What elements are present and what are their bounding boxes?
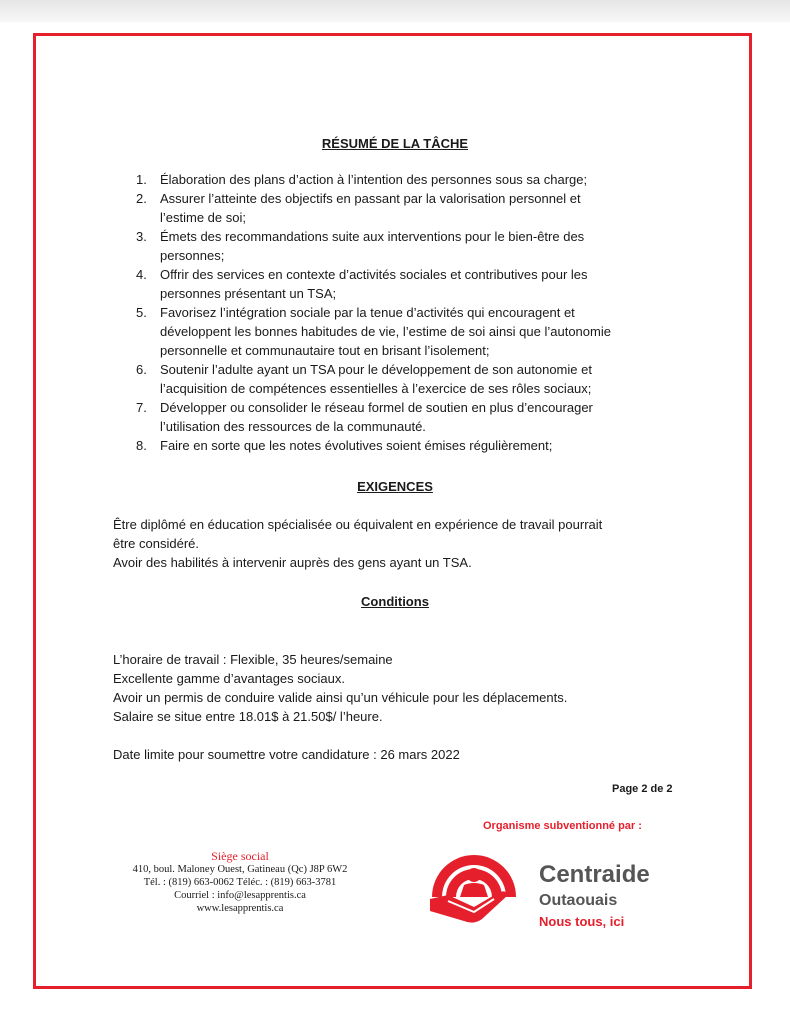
task-item: 5. Favorisez l’intégration sociale par la tenue d’activités qui encouragent et développent les bonnes habitudes de vie, l’estime de soi ainsi que l’autonomie personnelle et communautaire tout en brisant l’isolement; bbox=[136, 305, 611, 358]
task-item: 7. Développer ou consolider le réseau formel de soutien en plus d’encourager l’utilisation des ressources de la communauté. bbox=[136, 400, 593, 434]
task-item: 8. Faire en sorte que les notes évolutives soient émises régulièrement; bbox=[136, 438, 553, 453]
deadline-text: Date limite pour soumettre votre candidature : 26 mars 2022 bbox=[113, 747, 460, 762]
head-office-label: Siège social bbox=[211, 849, 269, 863]
viewer-top-bar bbox=[0, 0, 790, 22]
requirements-text: Être diplômé en éducation spécialisée ou équivalent en expérience de travail pourrait être considéré. Avoir des habilités à intervenir auprès des gens ayant un TSA. bbox=[113, 517, 603, 570]
head-office-address: Siège social 410, boul. Maloney Ouest, Gatineau (Qc) J8P 6W2 Tél. : (819) 663-0062 Téléc. : (819) 663-3781 Courriel : info@lesapprentis.ca www.lesapprentis.ca bbox=[110, 850, 370, 915]
task-item: 1. Élaboration des plans d’action à l’intention des personnes sous sa charge; bbox=[136, 172, 588, 187]
summary-heading: RÉSUMÉ DE LA TÂCHE bbox=[321, 136, 469, 151]
brand-region: Outaouais bbox=[539, 892, 618, 909]
conditions-heading: Conditions bbox=[361, 594, 429, 609]
conditions-text: L’horaire de travail : Flexible, 35 heures/semaine Excellente gamme d’avantages sociaux. Avoir un permis de conduire valide ainsi qu’un véhicule pour les déplacements. Salaire se situe entre 18.01$ à 21.50$/ l’heure. bbox=[113, 652, 568, 724]
page-number: Page 2 de 2 bbox=[612, 783, 673, 795]
brand-name: Centraide bbox=[539, 861, 650, 888]
requirements-heading: EXIGENCES bbox=[357, 479, 433, 494]
task-item: 3. Émets des recommandations suite aux interventions pour le bien-être des personnes; bbox=[136, 229, 585, 263]
brand-tagline: Nous tous, ici bbox=[539, 914, 625, 929]
task-list bbox=[118, 170, 658, 455]
subsidized-by-label: Organisme subventionné par : bbox=[483, 820, 642, 832]
task-item: 4. Offrir des services en contexte d’activités sociales et contributives pour les personnes présentant un TSA; bbox=[136, 267, 588, 301]
task-item: 2. Assurer l’atteinte des objectifs en passant par la valorisation personnel et l’estime de soi; bbox=[136, 191, 581, 225]
task-item: 6. Soutenir l’adulte ayant un TSA pour le développement de son autonomie et l’acquisition de compétences essentielles à l’exercice de ses rôles sociaux; bbox=[136, 362, 592, 396]
centraide-hand-icon bbox=[428, 835, 520, 927]
